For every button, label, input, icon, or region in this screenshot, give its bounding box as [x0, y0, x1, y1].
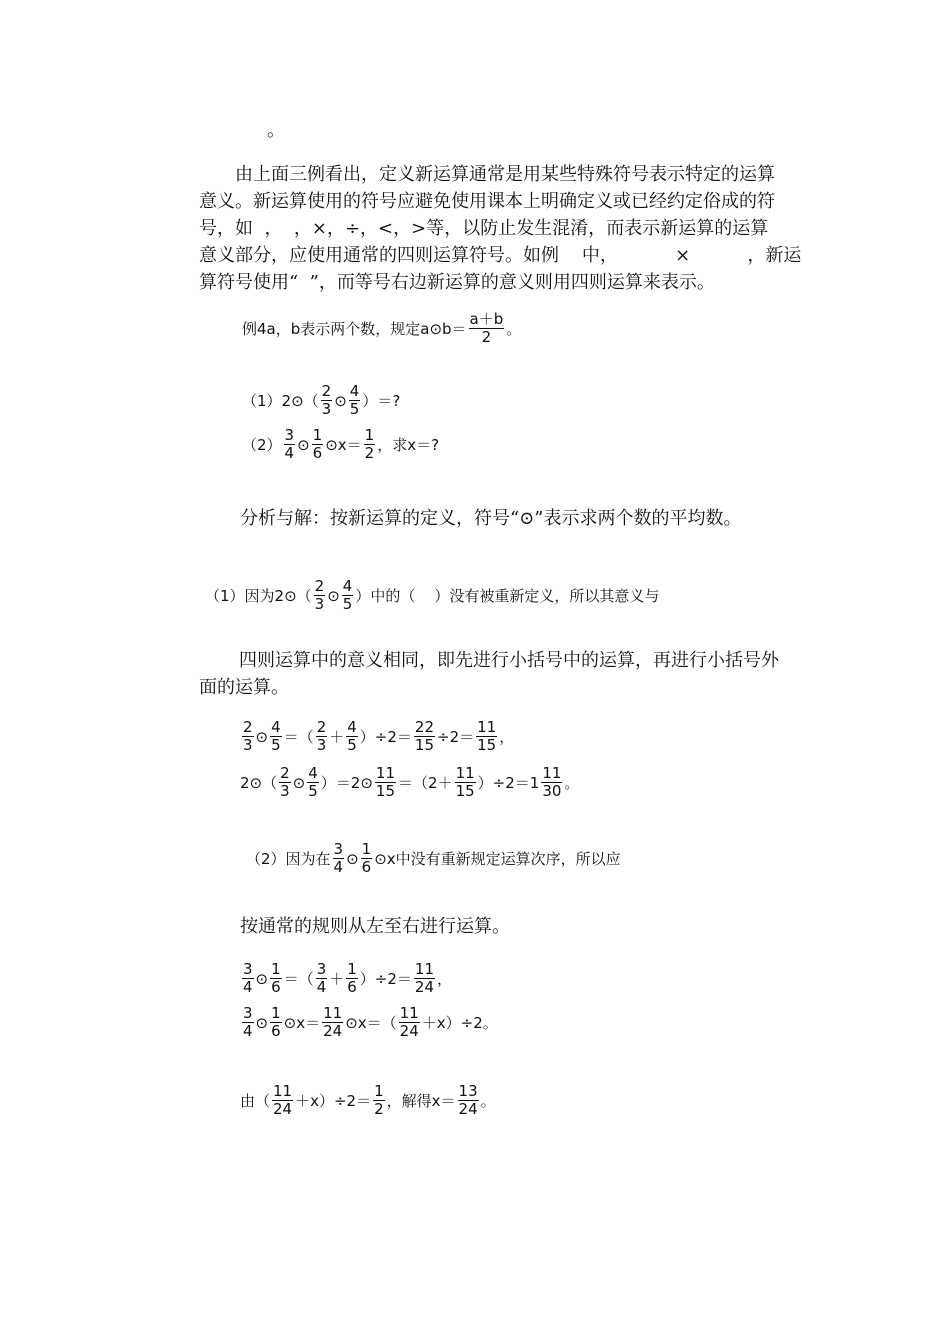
fraction-numerator: 4 — [308, 764, 318, 782]
math-text: 。 — [564, 774, 580, 792]
fraction — [270, 962, 282, 995]
math-text: ＝（2＋ — [398, 774, 453, 792]
fraction-denominator: 6 — [312, 444, 323, 462]
math-text: ⊙ — [255, 1013, 269, 1032]
fraction-numerator: 1 — [271, 1004, 281, 1022]
intro-paragraph — [199, 161, 809, 296]
fraction-denominator: 6 — [271, 978, 281, 996]
fraction-denominator: 5 — [271, 736, 281, 754]
fraction-numerator: 2 — [321, 382, 332, 400]
fraction-numerator: 2 — [314, 577, 325, 595]
intro-line-5: 算符号使用“ ”，而等号右边新运算的意义则用四则运算来表示。 — [199, 272, 715, 293]
fraction-numerator: 4 — [347, 718, 357, 736]
fraction-denominator: 24 — [323, 1022, 343, 1040]
question-1 — [242, 384, 400, 417]
part-1-continuation — [199, 647, 809, 701]
fraction — [307, 766, 319, 799]
fraction-numerator: 2 — [280, 764, 290, 782]
part-1-statement — [205, 579, 659, 612]
math-text: （1）因为2⊙（ — [205, 587, 312, 605]
calculation-2 — [240, 766, 579, 799]
part-1-line-2: 面的运算。 — [199, 677, 289, 698]
part-2-continuation: 按通常的规则从左至右进行运算。 — [240, 916, 510, 937]
fraction — [364, 428, 376, 461]
fraction-denominator: 6 — [361, 858, 372, 876]
fraction — [314, 579, 326, 612]
fraction — [375, 766, 396, 799]
fraction-numerator: 11 — [477, 718, 497, 736]
fraction-numerator: 11 — [399, 1004, 419, 1022]
fraction-numerator: 1 — [347, 960, 357, 978]
fraction-denominator: 4 — [284, 444, 295, 462]
fraction-denominator: 15 — [375, 782, 396, 800]
fraction-denominator: 5 — [308, 782, 318, 800]
fraction — [270, 1006, 282, 1039]
fraction-numerator: a＋b — [469, 310, 504, 328]
fraction-denominator: 3 — [316, 736, 327, 754]
fraction-denominator: 2 — [374, 1100, 384, 1118]
math-text: ⊙ — [297, 435, 310, 454]
fraction-denominator: 4 — [243, 1022, 253, 1040]
fraction-numerator: 3 — [284, 426, 295, 444]
fraction-numerator: 11 — [273, 1082, 293, 1100]
math-text: ，求x＝? — [377, 436, 440, 454]
fraction-numerator: 1 — [361, 840, 372, 858]
part-1-line-1: 四则运算中的意义相同，即先进行小括号中的运算，再进行小括号外 — [239, 650, 779, 671]
calculation-3 — [240, 962, 452, 995]
fraction-denominator: 24 — [458, 1100, 478, 1118]
fraction-denominator: 5 — [349, 400, 360, 418]
fraction-numerator: 4 — [342, 577, 353, 595]
fraction-denominator: 3 — [243, 736, 253, 754]
math-text: ）÷2＝ — [359, 728, 412, 746]
math-text: ÷2＝ — [437, 728, 475, 746]
fraction — [346, 962, 358, 995]
fraction — [316, 962, 328, 995]
fraction-numerator: 11 — [414, 960, 435, 978]
fraction-denominator: 30 — [542, 782, 562, 800]
fraction-denominator: 24 — [273, 1100, 293, 1118]
example-definition — [242, 312, 521, 345]
fraction-numerator: 1 — [271, 960, 281, 978]
fraction — [272, 1084, 293, 1117]
fraction-numerator: 2 — [243, 718, 253, 736]
fraction-numerator: 3 — [316, 960, 327, 978]
fraction-denominator: 4 — [243, 978, 253, 996]
fraction-numerator: 1 — [364, 426, 375, 444]
fraction-numerator: 22 — [414, 718, 435, 736]
fraction — [270, 720, 282, 753]
fraction-numerator: 3 — [243, 960, 253, 978]
math-text: ＋x）÷2＝ — [295, 1092, 372, 1110]
math-text: ＝（ — [283, 970, 314, 988]
fraction — [333, 842, 345, 875]
analysis-text: 分析与解：按新运算的定义，符号“⊙”表示求两个数的平均数。 — [240, 508, 742, 529]
fraction-numerator: 4 — [271, 718, 281, 736]
fraction-numerator: 4 — [349, 382, 360, 400]
math-text: （2）因为在 — [246, 850, 331, 868]
fraction — [242, 720, 254, 753]
calculation-4 — [240, 1006, 498, 1039]
calculation-1 — [240, 720, 514, 753]
math-text: ）÷2＝1 — [477, 774, 540, 792]
math-text: ＋ — [329, 728, 345, 746]
question-2 — [242, 428, 439, 461]
fraction-denominator: 15 — [455, 782, 475, 800]
fraction-numerator: 3 — [243, 1004, 253, 1022]
fraction-denominator: 6 — [347, 978, 357, 996]
math-text: ⊙x＝ — [283, 1014, 321, 1032]
final-result — [240, 1084, 496, 1117]
fraction — [414, 720, 435, 753]
math-text: 。 — [506, 320, 522, 338]
definition-fraction — [469, 312, 505, 345]
fraction — [349, 384, 361, 417]
fraction — [399, 1006, 420, 1039]
example-lead: 例4a，b表示两个数，规定a⊙b＝ — [242, 320, 467, 338]
fraction-numerator: 11 — [455, 764, 475, 782]
math-text: 由（ — [240, 1092, 271, 1110]
fraction — [342, 579, 354, 612]
fraction-denominator: 4 — [333, 858, 344, 876]
fraction-denominator: 5 — [342, 595, 353, 613]
math-text: ⊙ — [346, 849, 359, 868]
math-text: ， — [499, 728, 515, 746]
fraction-numerator: 11 — [542, 764, 562, 782]
math-text: ⊙ — [255, 969, 269, 988]
fraction-denominator: 3 — [314, 595, 325, 613]
math-text: ，解得x＝ — [386, 1092, 456, 1110]
fraction-denominator: 6 — [271, 1022, 281, 1040]
intro-line-2: 意义。新运算使用的符号应避免使用课本上明确定义或已经约定俗成的符 — [199, 191, 775, 212]
math-text: 。 — [480, 1092, 496, 1110]
fraction-denominator: 5 — [347, 736, 357, 754]
math-text: ）中的（ ）没有被重新定义，所以其意义与 — [355, 587, 660, 605]
fraction — [346, 720, 358, 753]
math-text: ⊙ — [255, 727, 269, 746]
fraction — [541, 766, 562, 799]
fraction — [476, 720, 497, 753]
intro-line-4: 意义部分，应使用通常的四则运算符号。如例 中， × ，新运 — [199, 245, 802, 266]
fraction — [414, 962, 435, 995]
fraction-denominator: 24 — [399, 1022, 419, 1040]
fraction — [242, 962, 254, 995]
top-period: 。 — [267, 120, 285, 141]
fraction-numerator: 11 — [323, 1004, 343, 1022]
intro-line-3: 号，如 ， ，×，÷，<，>等，以防止发生混淆，而表示新运算的运算 — [199, 218, 769, 239]
fraction — [455, 766, 476, 799]
fraction-denominator: 15 — [477, 736, 497, 754]
math-text: ⊙x中没有重新规定运算次序，所以应 — [374, 850, 621, 868]
fraction-denominator: 15 — [414, 736, 435, 754]
fraction-denominator: 4 — [316, 978, 327, 996]
fraction-numerator: 13 — [458, 1082, 478, 1100]
fraction-numerator: 2 — [316, 718, 327, 736]
fraction-numerator: 1 — [374, 1082, 384, 1100]
math-text: ⊙ — [327, 586, 340, 605]
math-text: ＝（ — [283, 728, 314, 746]
fraction-denominator: 3 — [321, 400, 332, 418]
fraction — [458, 1084, 479, 1117]
math-text: 2⊙（ — [240, 774, 278, 792]
math-text: ⊙ — [334, 391, 347, 410]
part-2-statement — [246, 842, 621, 875]
intro-line-1: 由上面三例看出，定义新运算通常是用某些特殊符号表示特定的运算 — [235, 164, 775, 185]
fraction-denominator: 24 — [414, 978, 435, 996]
math-text: ）＝2⊙ — [320, 774, 373, 792]
fraction — [284, 428, 296, 461]
math-text: （2） — [242, 436, 282, 454]
fraction — [279, 766, 291, 799]
fraction — [322, 1006, 343, 1039]
fraction — [242, 1006, 254, 1039]
fraction — [373, 1084, 385, 1117]
fraction-numerator: 11 — [375, 764, 396, 782]
fraction-numerator: 3 — [333, 840, 344, 858]
fraction-numerator: 1 — [312, 426, 323, 444]
math-text: ⊙x＝（ — [345, 1014, 397, 1032]
math-text: （1）2⊙（ — [242, 392, 319, 410]
math-text: ＋ — [329, 970, 345, 988]
math-text: ⊙x＝ — [325, 436, 362, 454]
math-text: ）÷2＝ — [359, 970, 412, 988]
math-text: ）＝? — [362, 392, 401, 410]
fraction-denominator: 2 — [481, 328, 492, 346]
math-text: ⊙ — [292, 773, 306, 792]
fraction — [312, 428, 324, 461]
fraction — [316, 720, 328, 753]
fraction — [321, 384, 333, 417]
math-text: ＋x）÷2。 — [421, 1014, 498, 1032]
math-text: ， — [437, 970, 453, 988]
fraction-denominator: 3 — [280, 782, 290, 800]
fraction — [361, 842, 373, 875]
fraction-denominator: 2 — [364, 444, 375, 462]
